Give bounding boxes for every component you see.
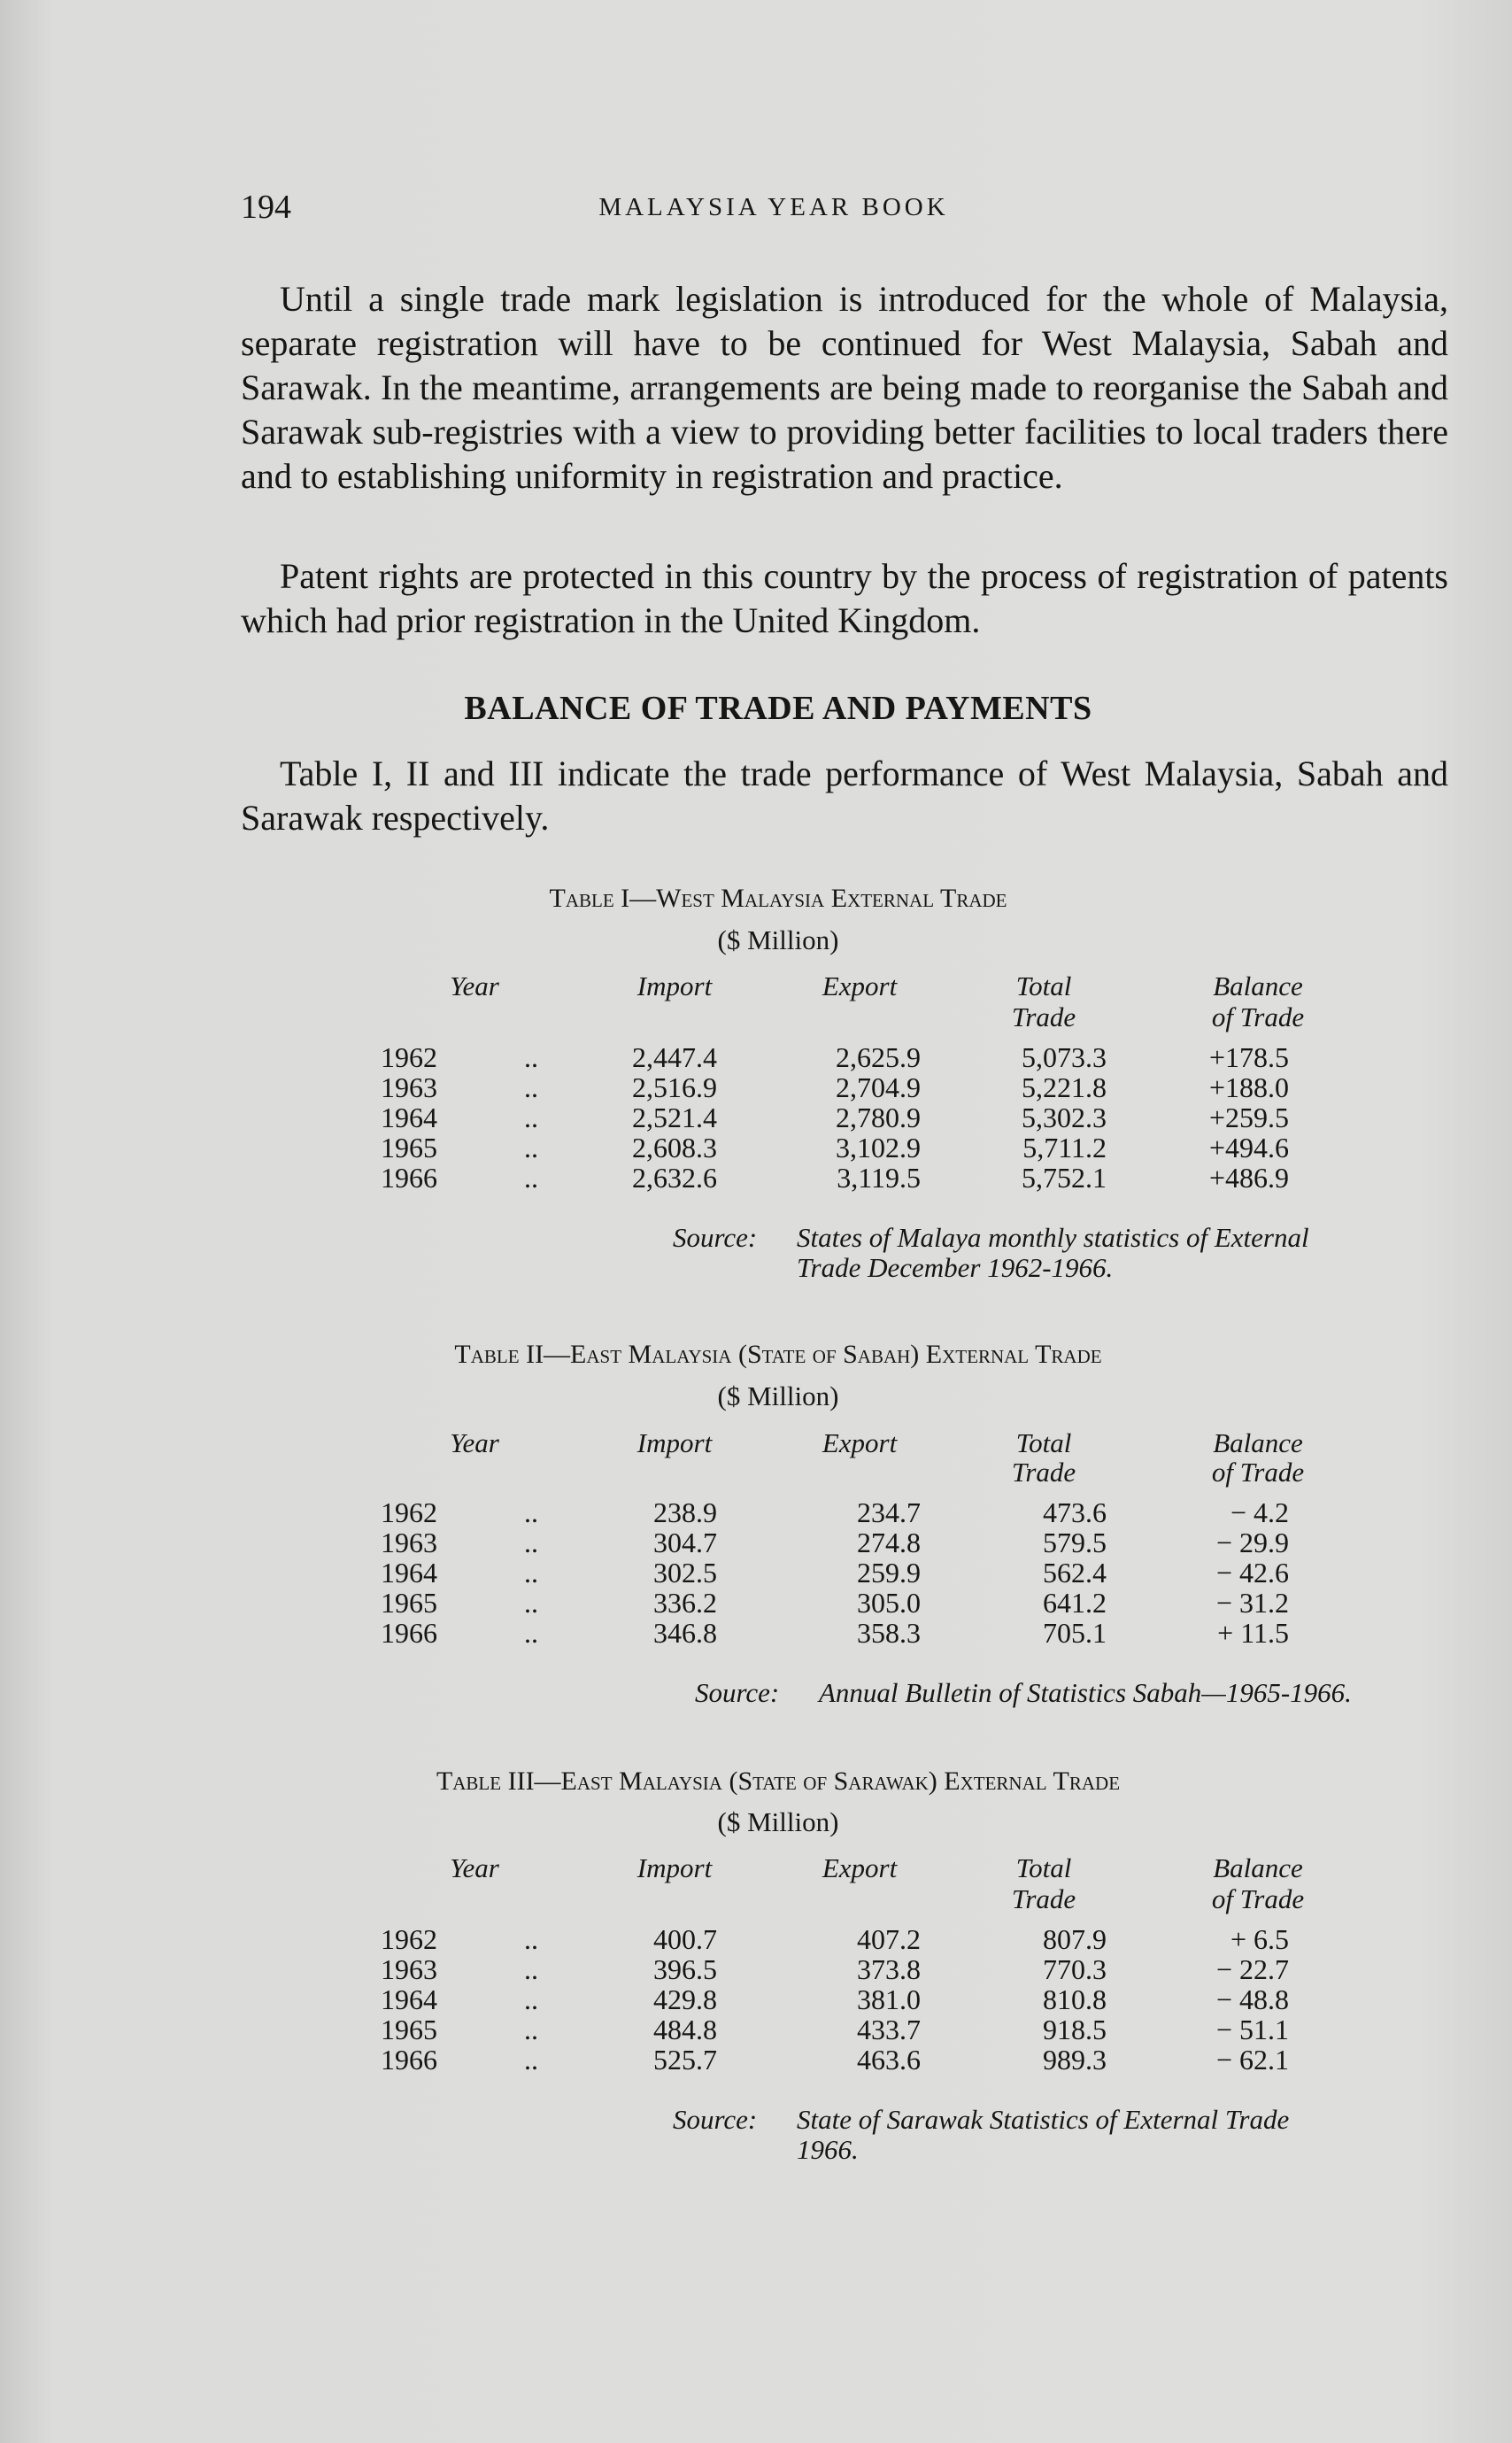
column-header-line2: of Trade [1211, 1883, 1305, 1914]
table-cell: 429.8 [653, 1983, 717, 2015]
table-cell-year: 1963 [381, 1527, 437, 1558]
column-header-line2: Trade [1011, 1883, 1076, 1914]
source-text: Annual Bulletin of Statistics Sabah—1965-1966. [819, 1677, 1352, 1708]
table-cell: .. [524, 1983, 538, 2015]
paragraph-trade-mark: Until a single trade mark legislation is introduced for the whole of Malaysia, separate registration will have to be continued for West Malaysia, Sabah and Sarawak. In the meantime, arrangements are being made to reorganise the Sabah and Sarawak sub-registries with a view to providing better facilities to local traders there and to establishing uniformity in registration and practice. [241, 279, 1448, 496]
table-cell: .. [524, 1557, 538, 1589]
column-header: Export [822, 970, 898, 1001]
table-cell: 810.8 [1043, 1983, 1107, 2015]
table-cell: 2,632.6 [632, 1162, 717, 1194]
table-cell: − 48.8 [1215, 1983, 1289, 2015]
section-heading: BALANCE OF TRADE AND PAYMENTS [464, 690, 1092, 727]
table-cell-year: 1965 [381, 2014, 437, 2045]
table-unit: ($ Million) [717, 1380, 839, 1411]
table-cell: 2,447.4 [632, 1041, 717, 1073]
table-cell: 396.5 [653, 1953, 717, 1985]
table-cell: +188.0 [1208, 1071, 1289, 1103]
table-cell: 234.7 [857, 1496, 921, 1528]
table-cell: + 6.5 [1230, 1923, 1289, 1955]
table-cell: 463.6 [857, 2044, 921, 2076]
table-cell-year: 1963 [381, 1071, 437, 1103]
table-cell: .. [524, 1617, 538, 1649]
table-cell-year: 1965 [381, 1132, 437, 1164]
table-cell: .. [524, 1041, 538, 1073]
table-cell: − 62.1 [1215, 2044, 1289, 2076]
table-unit: ($ Million) [717, 924, 839, 955]
table-cell: 2,780.9 [836, 1102, 921, 1133]
column-header: Total [1015, 1427, 1072, 1458]
column-header: Import [636, 1427, 713, 1458]
table-cell: .. [524, 1132, 538, 1164]
table-cell: 5,711.2 [1022, 1132, 1107, 1164]
table-cell: − 4.2 [1230, 1496, 1289, 1528]
table-cell: 358.3 [857, 1617, 921, 1649]
table-cell: 807.9 [1043, 1923, 1107, 1955]
table-cell: 918.5 [1043, 2014, 1107, 2045]
table-cell-year: 1964 [381, 1102, 437, 1133]
table-cell-year: 1966 [381, 2044, 437, 2076]
table-cell: 5,073.3 [1022, 1041, 1107, 1073]
source-text: State of Sarawak Statistics of External Trade [797, 2104, 1290, 2135]
table-cell: 407.2 [857, 1923, 921, 1955]
table-cell: .. [524, 1527, 538, 1558]
table-cell: 770.3 [1043, 1953, 1107, 1985]
table-cell-year: 1966 [381, 1617, 437, 1649]
table-cell: 346.8 [653, 1617, 717, 1649]
table-cell: − 51.1 [1215, 2014, 1289, 2045]
column-header: Import [636, 970, 713, 1001]
table-cell: 336.2 [653, 1587, 717, 1619]
table-cell: 2,608.3 [632, 1132, 717, 1164]
table-cell: .. [524, 1923, 538, 1955]
paragraph-patent: Patent rights are protected in this country by the process of registration of patents which had prior registration in the United Kingdom. [241, 556, 1448, 640]
table-cell: 562.4 [1043, 1557, 1107, 1589]
column-header: Balance [1213, 970, 1303, 1001]
source-label: Source: [673, 2104, 758, 2135]
table-cell: +178.5 [1208, 1041, 1289, 1073]
table-cell: 400.7 [653, 1923, 717, 1955]
column-header: Total [1015, 970, 1072, 1001]
table-cell: 3,119.5 [837, 1162, 921, 1194]
table-cell: − 31.2 [1215, 1587, 1289, 1619]
table-cell: 579.5 [1043, 1527, 1107, 1558]
running-title: MALAYSIA YEAR BOOK [598, 193, 949, 221]
table-cell: .. [524, 1102, 538, 1133]
column-header-line2: Trade [1011, 1457, 1076, 1488]
table-cell-year: 1962 [381, 1923, 437, 1955]
table-cell: 373.8 [857, 1953, 921, 1985]
column-header: Balance [1213, 1427, 1303, 1458]
table-cell: +259.5 [1208, 1102, 1289, 1133]
column-header: Import [636, 1852, 713, 1883]
table-cell: 5,221.8 [1022, 1071, 1107, 1103]
table-cell: 274.8 [857, 1527, 921, 1558]
table-cell: − 29.9 [1215, 1527, 1289, 1558]
table-cell: +486.9 [1208, 1162, 1289, 1194]
column-header: Balance [1213, 1852, 1303, 1883]
table-cell: 5,752.1 [1022, 1162, 1107, 1194]
column-header-line2: of Trade [1211, 1001, 1305, 1032]
table-cell-year: 1965 [381, 1587, 437, 1619]
table-cell: .. [524, 2014, 538, 2045]
column-header: Year [450, 1852, 499, 1883]
table-title: Table I—West Malaysia External Trade [549, 884, 1007, 913]
table-cell: 238.9 [653, 1496, 717, 1528]
table-cell: 2,521.4 [632, 1102, 717, 1133]
table-cell: .. [524, 1587, 538, 1619]
source-label: Source: [695, 1677, 780, 1708]
source-text: 1966. [797, 2134, 859, 2165]
table-title: Table III—East Malaysia (State of Sarawak) External Trade [436, 1767, 1121, 1796]
column-header: Year [450, 1427, 499, 1458]
table-cell: .. [524, 1953, 538, 1985]
page-number: 194 [241, 189, 291, 226]
table-cell: + 11.5 [1217, 1617, 1289, 1649]
table-cell: 304.7 [653, 1527, 717, 1558]
table-cell: 525.7 [653, 2044, 717, 2076]
column-header: Export [822, 1852, 898, 1883]
table-cell: 2,625.9 [836, 1041, 921, 1073]
table-cell: − 22.7 [1215, 1953, 1289, 1985]
table-cell: 302.5 [653, 1557, 717, 1589]
table-cell: 705.1 [1043, 1617, 1107, 1649]
paragraph-intro: Table I, II and III indicate the trade performance of West Malaysia, Sabah and Sarawak respectively. [241, 754, 1448, 838]
table-cell: .. [524, 1071, 538, 1103]
table-cell: 2,516.9 [632, 1071, 717, 1103]
table-cell: − 42.6 [1215, 1557, 1289, 1589]
table-cell-year: 1966 [381, 1162, 437, 1194]
table-cell: 305.0 [857, 1587, 921, 1619]
table-cell: 3,102.9 [836, 1132, 921, 1164]
source-text: States of Malaya monthly statistics of External [797, 1222, 1309, 1253]
table-cell: 433.7 [857, 2014, 921, 2045]
column-header: Total [1015, 1852, 1072, 1883]
column-header: Year [450, 970, 499, 1001]
table-cell: 2,704.9 [836, 1071, 921, 1103]
table-cell: .. [524, 1162, 538, 1194]
source-text: Trade December 1962-1966. [797, 1252, 1114, 1283]
table-cell: 484.8 [653, 2014, 717, 2045]
table-cell: 5,302.3 [1022, 1102, 1107, 1133]
table-cell: +494.6 [1208, 1132, 1289, 1164]
table-cell: 473.6 [1043, 1496, 1107, 1528]
table-cell-year: 1962 [381, 1041, 437, 1073]
table-title: Table II—East Malaysia (State of Sabah) External Trade [454, 1340, 1102, 1369]
column-header-line2: Trade [1011, 1001, 1076, 1032]
table-cell-year: 1963 [381, 1953, 437, 1985]
table-cell: 381.0 [857, 1983, 921, 2015]
table-unit: ($ Million) [717, 1806, 839, 1837]
table-cell: .. [524, 1496, 538, 1528]
table-cell: 989.3 [1043, 2044, 1107, 2076]
column-header: Export [822, 1427, 898, 1458]
table-cell: .. [524, 2044, 538, 2076]
table-cell-year: 1962 [381, 1496, 437, 1528]
table-cell: 259.9 [857, 1557, 921, 1589]
table-cell-year: 1964 [381, 1557, 437, 1589]
source-label: Source: [673, 1222, 758, 1253]
table-cell: 641.2 [1043, 1587, 1107, 1619]
table-cell-year: 1964 [381, 1983, 437, 2015]
column-header-line2: of Trade [1211, 1457, 1305, 1488]
